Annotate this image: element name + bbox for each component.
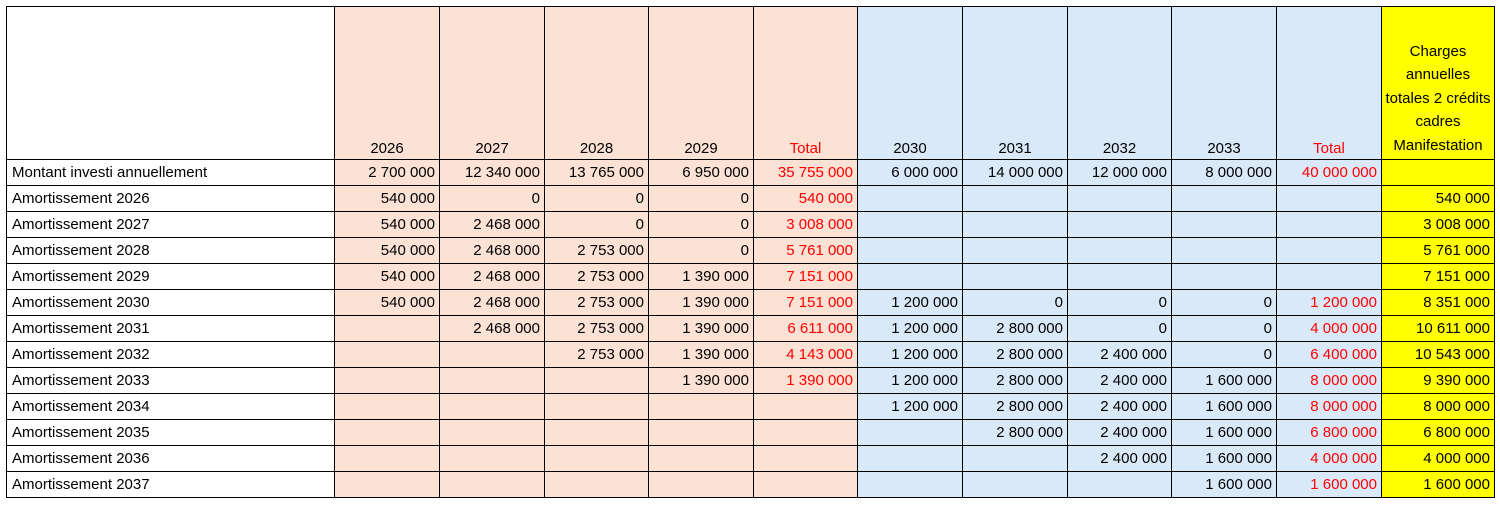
cell-value: 0 [649, 212, 754, 238]
header-total: Total [754, 7, 858, 160]
cell-value: 1 600 000 [1172, 420, 1277, 446]
cell-summary: 9 390 000 [1382, 368, 1495, 394]
cell-value [335, 342, 440, 368]
cell-total [754, 472, 858, 498]
cell-value: 2 400 000 [1068, 420, 1172, 446]
cell-value: 2 400 000 [1068, 446, 1172, 472]
cell-value: 0 [649, 186, 754, 212]
cell-total: 6 800 000 [1277, 420, 1382, 446]
cell-total: 6 400 000 [1277, 342, 1382, 368]
cell-value: 12 340 000 [440, 160, 545, 186]
cell-value [440, 472, 545, 498]
cell-value: 1 200 000 [858, 316, 963, 342]
table-row [7, 186, 1495, 212]
cell-value: 2 800 000 [963, 342, 1068, 368]
cell-value [440, 342, 545, 368]
cell-total: 35 755 000 [754, 160, 858, 186]
cell-value [963, 186, 1068, 212]
cell-value [440, 394, 545, 420]
cell-value [649, 394, 754, 420]
cell-value [858, 264, 963, 290]
header-year: 2032 [1068, 7, 1172, 160]
table-row [7, 264, 1495, 290]
cell-value: 1 390 000 [649, 290, 754, 316]
cell-value [858, 238, 963, 264]
cell-summary: 8 000 000 [1382, 394, 1495, 420]
cell-value [440, 446, 545, 472]
cell-summary: 4 000 000 [1382, 446, 1495, 472]
cell-total: 8 000 000 [1277, 394, 1382, 420]
cell-value: 13 765 000 [545, 160, 649, 186]
cell-value: 2 400 000 [1068, 394, 1172, 420]
table-row [7, 472, 1495, 498]
cell-value [649, 420, 754, 446]
table-row [7, 290, 1495, 316]
cell-value: 0 [963, 290, 1068, 316]
cell-value [858, 212, 963, 238]
header-year: 2030 [858, 7, 963, 160]
cell-value [1068, 472, 1172, 498]
cell-value: 2 753 000 [545, 290, 649, 316]
cell-value: 12 000 000 [1068, 160, 1172, 186]
header-summary: Charges annuelles totales 2 crédits cadres Manifestation [1382, 7, 1495, 160]
cell-value: 0 [440, 186, 545, 212]
cell-value [1068, 186, 1172, 212]
cell-value: 1 600 000 [1172, 368, 1277, 394]
cell-value: 2 468 000 [440, 316, 545, 342]
row-label: Amortissement 2028 [7, 238, 335, 264]
cell-value [335, 368, 440, 394]
table-row [7, 316, 1495, 342]
cell-value: 0 [1172, 342, 1277, 368]
cell-value [545, 446, 649, 472]
cell-value: 2 800 000 [963, 420, 1068, 446]
cell-value: 2 468 000 [440, 290, 545, 316]
cell-value [545, 420, 649, 446]
cell-value: 1 200 000 [858, 394, 963, 420]
cell-total: 8 000 000 [1277, 368, 1382, 394]
cell-value [545, 394, 649, 420]
row-label: Amortissement 2036 [7, 446, 335, 472]
cell-summary: 3 008 000 [1382, 212, 1495, 238]
cell-value [1172, 186, 1277, 212]
cell-total: 1 600 000 [1277, 472, 1382, 498]
cell-summary: 540 000 [1382, 186, 1495, 212]
cell-value: 2 753 000 [545, 316, 649, 342]
cell-value: 2 468 000 [440, 264, 545, 290]
table-row [7, 446, 1495, 472]
cell-value [545, 472, 649, 498]
cell-value: 2 753 000 [545, 342, 649, 368]
cell-summary: 5 761 000 [1382, 238, 1495, 264]
cell-value [335, 472, 440, 498]
cell-summary: 10 611 000 [1382, 316, 1495, 342]
row-label: Amortissement 2031 [7, 316, 335, 342]
row-label: Amortissement 2035 [7, 420, 335, 446]
table-row [7, 342, 1495, 368]
cell-value [963, 212, 1068, 238]
table-row [7, 394, 1495, 420]
cell-total: 1 200 000 [1277, 290, 1382, 316]
cell-value: 540 000 [335, 212, 440, 238]
cell-value: 14 000 000 [963, 160, 1068, 186]
header-total: Total [1277, 7, 1382, 160]
cell-total: 4 143 000 [754, 342, 858, 368]
cell-value [1172, 264, 1277, 290]
cell-value [335, 394, 440, 420]
cell-total: 5 761 000 [754, 238, 858, 264]
cell-value: 0 [1172, 316, 1277, 342]
cell-value [545, 368, 649, 394]
cell-value [858, 420, 963, 446]
cell-value: 540 000 [335, 186, 440, 212]
cell-value [1068, 238, 1172, 264]
table-row [7, 160, 1495, 186]
cell-value: 0 [545, 212, 649, 238]
cell-summary: 7 151 000 [1382, 264, 1495, 290]
cell-value: 2 753 000 [545, 238, 649, 264]
cell-value: 6 950 000 [649, 160, 754, 186]
cell-value: 0 [649, 238, 754, 264]
cell-value: 1 600 000 [1172, 472, 1277, 498]
cell-value: 1 390 000 [649, 368, 754, 394]
header-year: 2029 [649, 7, 754, 160]
cell-total [754, 446, 858, 472]
cell-value: 0 [1068, 316, 1172, 342]
cell-total: 40 000 000 [1277, 160, 1382, 186]
cell-value [858, 186, 963, 212]
cell-total [1277, 264, 1382, 290]
cell-value [963, 264, 1068, 290]
cell-total [754, 394, 858, 420]
cell-summary: 8 351 000 [1382, 290, 1495, 316]
cell-value: 2 400 000 [1068, 342, 1172, 368]
cell-value: 0 [1172, 290, 1277, 316]
row-label: Montant investi annuellement [7, 160, 335, 186]
cell-value: 1 200 000 [858, 290, 963, 316]
cell-value: 0 [545, 186, 649, 212]
row-label: Amortissement 2033 [7, 368, 335, 394]
cell-value: 2 800 000 [963, 394, 1068, 420]
cell-total: 7 151 000 [754, 264, 858, 290]
cell-value [858, 472, 963, 498]
row-label: Amortissement 2037 [7, 472, 335, 498]
cell-value: 0 [1068, 290, 1172, 316]
cell-value [335, 420, 440, 446]
cell-total: 4 000 000 [1277, 316, 1382, 342]
cell-value: 2 468 000 [440, 212, 545, 238]
cell-value [1068, 212, 1172, 238]
cell-value: 2 753 000 [545, 264, 649, 290]
cell-value: 540 000 [335, 238, 440, 264]
row-label: Amortissement 2026 [7, 186, 335, 212]
cell-value: 2 468 000 [440, 238, 545, 264]
cell-value: 1 600 000 [1172, 394, 1277, 420]
cell-value [963, 472, 1068, 498]
cell-value: 1 200 000 [858, 342, 963, 368]
cell-value [649, 446, 754, 472]
cell-total [1277, 212, 1382, 238]
cell-value: 2 800 000 [963, 316, 1068, 342]
cell-value: 2 800 000 [963, 368, 1068, 394]
row-label: Amortissement 2027 [7, 212, 335, 238]
cell-total [1277, 238, 1382, 264]
row-label: Amortissement 2034 [7, 394, 335, 420]
cell-total: 3 008 000 [754, 212, 858, 238]
cell-summary: 10 543 000 [1382, 342, 1495, 368]
cell-value [335, 316, 440, 342]
cell-total: 6 611 000 [754, 316, 858, 342]
cell-value: 2 400 000 [1068, 368, 1172, 394]
amortization-table [6, 6, 1495, 498]
cell-value [440, 420, 545, 446]
header-year: 2028 [545, 7, 649, 160]
header-year: 2031 [963, 7, 1068, 160]
cell-value [1172, 238, 1277, 264]
cell-value: 1 390 000 [649, 264, 754, 290]
cell-value [1172, 212, 1277, 238]
table-row [7, 212, 1495, 238]
cell-value: 1 600 000 [1172, 446, 1277, 472]
cell-value: 1 200 000 [858, 368, 963, 394]
cell-value: 8 000 000 [1172, 160, 1277, 186]
cell-value [440, 368, 545, 394]
header-year: 2026 [335, 7, 440, 160]
cell-value [963, 446, 1068, 472]
cell-value: 2 700 000 [335, 160, 440, 186]
header-year: 2033 [1172, 7, 1277, 160]
cell-total: 4 000 000 [1277, 446, 1382, 472]
cell-value [649, 472, 754, 498]
cell-summary [1382, 160, 1495, 186]
cell-value [858, 446, 963, 472]
cell-value: 6 000 000 [858, 160, 963, 186]
cell-total [1277, 186, 1382, 212]
cell-total [754, 420, 858, 446]
cell-summary: 1 600 000 [1382, 472, 1495, 498]
table-row [7, 420, 1495, 446]
header-corner [7, 7, 335, 160]
table-row [7, 368, 1495, 394]
cell-value [335, 446, 440, 472]
cell-summary: 6 800 000 [1382, 420, 1495, 446]
cell-value: 540 000 [335, 264, 440, 290]
cell-value: 1 390 000 [649, 342, 754, 368]
cell-total: 540 000 [754, 186, 858, 212]
row-label: Amortissement 2032 [7, 342, 335, 368]
cell-value: 1 390 000 [649, 316, 754, 342]
cell-total: 1 390 000 [754, 368, 858, 394]
cell-total: 7 151 000 [754, 290, 858, 316]
row-label: Amortissement 2029 [7, 264, 335, 290]
header-row [7, 7, 1495, 160]
header-year: 2027 [440, 7, 545, 160]
table-row [7, 238, 1495, 264]
cell-value: 540 000 [335, 290, 440, 316]
cell-value [963, 238, 1068, 264]
cell-value [1068, 264, 1172, 290]
row-label: Amortissement 2030 [7, 290, 335, 316]
